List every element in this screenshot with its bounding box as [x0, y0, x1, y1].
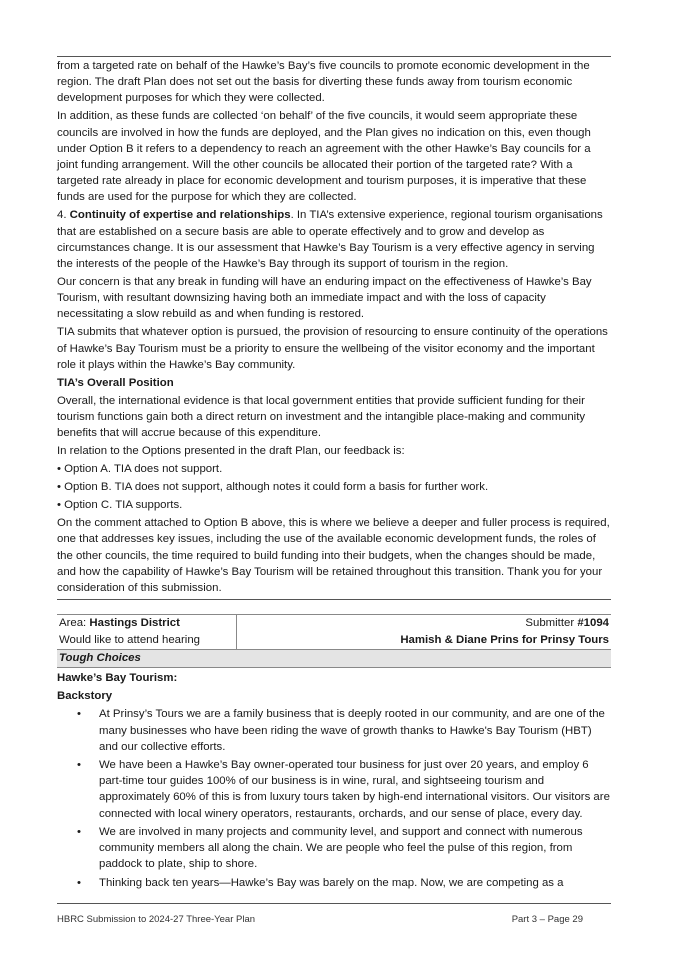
option-item: • Option C. TIA supports.	[57, 499, 183, 512]
list-item-text: We are involved in many projects and community level, and support and connect with numerous community members all along the chain. We are people who feel the pulse of this region, from paddock to plate, ship to shore.	[99, 825, 583, 871]
bullet-icon: •	[77, 708, 81, 721]
submitter-number: #1094	[577, 617, 609, 630]
list-item-text: We have been a Hawke’s Bay owner-operated tour business for just over 20 years, and employ 6 part-time tour guides 100% of our business is in wine, rural, and sightseeing tourism and approximately 60% of this is from luxury tours taken by high-end international visitors. Our visitors are connected with local winery operators, restaurants, orchards, and our sense of place, every day.	[99, 759, 610, 820]
paragraph: Overall, the international evidence is that local government entities that provide sufficient funding for their tourism functions gain both a direct return on investment and the intangible place-making and community benefits that will accrue because of this expenditure.	[57, 394, 586, 440]
paragraph: In relation to the Options presented in the draft Plan, our feedback is:	[57, 445, 405, 458]
list-item	[77, 824, 611, 873]
submitter-name: Hamish & Diane Prins for Prinsy Tours	[400, 634, 609, 647]
top-rule	[57, 56, 611, 57]
bullet-icon: •	[77, 825, 81, 838]
bullet-icon: •	[77, 759, 81, 772]
point-title: Continuity of expertise and relationships	[69, 209, 291, 222]
topic-banner: Tough Choices	[57, 649, 611, 668]
option-item: • Option A. TIA does not support.	[57, 463, 223, 476]
paragraph: In addition, as these funds are collected ‘on behalf’ of the five councils, it would seem appropriate these councils are involved in how the funds are deployed, and the Plan gives no indication on this, even though under Option B it refers to a dependency to reach an agreement with the other Hawke’s Bay councils for a joint funding arrangement. Will the other councils be allocated their portion of the targeted rate? With a targeted rate already in place for economic development and tourism purposes, it is imperative that these funds are used for the purpose for which they are collected.	[57, 110, 591, 204]
submitter-label: Submitter	[525, 617, 578, 630]
area-label: Area:	[59, 617, 90, 630]
footer-rule	[57, 903, 611, 904]
submitter-name-cell	[237, 632, 612, 649]
list-item	[77, 875, 611, 891]
overall-position-heading: TIA’s Overall Position	[57, 376, 174, 389]
hbt-heading: Hawke’s Bay Tourism:	[57, 672, 178, 685]
list-item	[77, 706, 611, 755]
backstory-list	[57, 706, 611, 890]
point-text: . In TIA’s extensive experience, regional tourism organisations that are established on a secure basis are able to operate effectively and to grow and develop as circumstances change. It is our assessment that Hawke’s Bay Tourism is a very effective agency in serving the interests of the people of the Hawke’s Bay through its support of tourism in the region.	[57, 209, 603, 271]
hearing-cell: Would like to attend hearing	[57, 632, 237, 649]
area-cell	[57, 615, 237, 633]
bullet-icon: •	[77, 876, 81, 889]
footer-document-title: HBRC Submission to 2024-27 Three-Year Plan	[57, 914, 256, 925]
list-item-text: Thinking back ten years—Hawke’s Bay was barely on the map. Now, we are competing as a	[99, 876, 564, 889]
list-item-text: At Prinsy’s Tours we are a family business that is deeply rooted in our community, and are one of the many businesses who have been riding the wave of growth thanks to Hawke's Bay Tourism (HBT) and our collective efforts.	[99, 708, 605, 753]
section-divider	[57, 599, 611, 600]
list-item	[77, 757, 611, 822]
footer-page-number: Part 3 – Page 29	[511, 914, 583, 925]
backstory-heading: Backstory	[57, 690, 113, 703]
document-body	[57, 58, 611, 893]
paragraph: Our concern is that any break in funding will have an enduring impact on the effectiveness of Hawke’s Bay Tourism, with resultant downsizing having both an immediate impact and with the loss of capacity necessitating a slow rebuild as and when funding is restored.	[57, 276, 592, 321]
paragraph: from a targeted rate on behalf of the Hawke’s Bay’s five councils to promote economic development in the region. The draft Plan does not set out the basis for diverting these funds away from tourism economic development purposes for which they were collected.	[57, 60, 590, 105]
paragraph-continuity	[57, 207, 611, 272]
paragraph: TIA submits that whatever option is pursued, the provision of resourcing to ensure continuity of the operations of Hawke’s Bay Tourism must be a priority to ensure the wellbeing of the visitor economy and the important role it plays within the Hawke’s Bay community.	[57, 326, 608, 371]
point-number: 4.	[57, 209, 70, 222]
closing-paragraph: On the comment attached to Option B above, this is where we believe a deeper and fuller process is required, one that addresses key issues, including the use of the available economic development funds, the roles of the other councils, the time required to build funding into their budgets, when the changes should be made, and how the capability of Hawke’s Bay Tourism will be retained throughout this transition. Thank you for your consideration of this submission.	[57, 517, 610, 595]
submission-header-table	[57, 614, 611, 649]
submitter-cell	[237, 615, 612, 633]
option-item: • Option B. TIA does not support, although notes it could form a basis for further work.	[57, 481, 489, 494]
area-value: Hastings District	[89, 617, 180, 630]
